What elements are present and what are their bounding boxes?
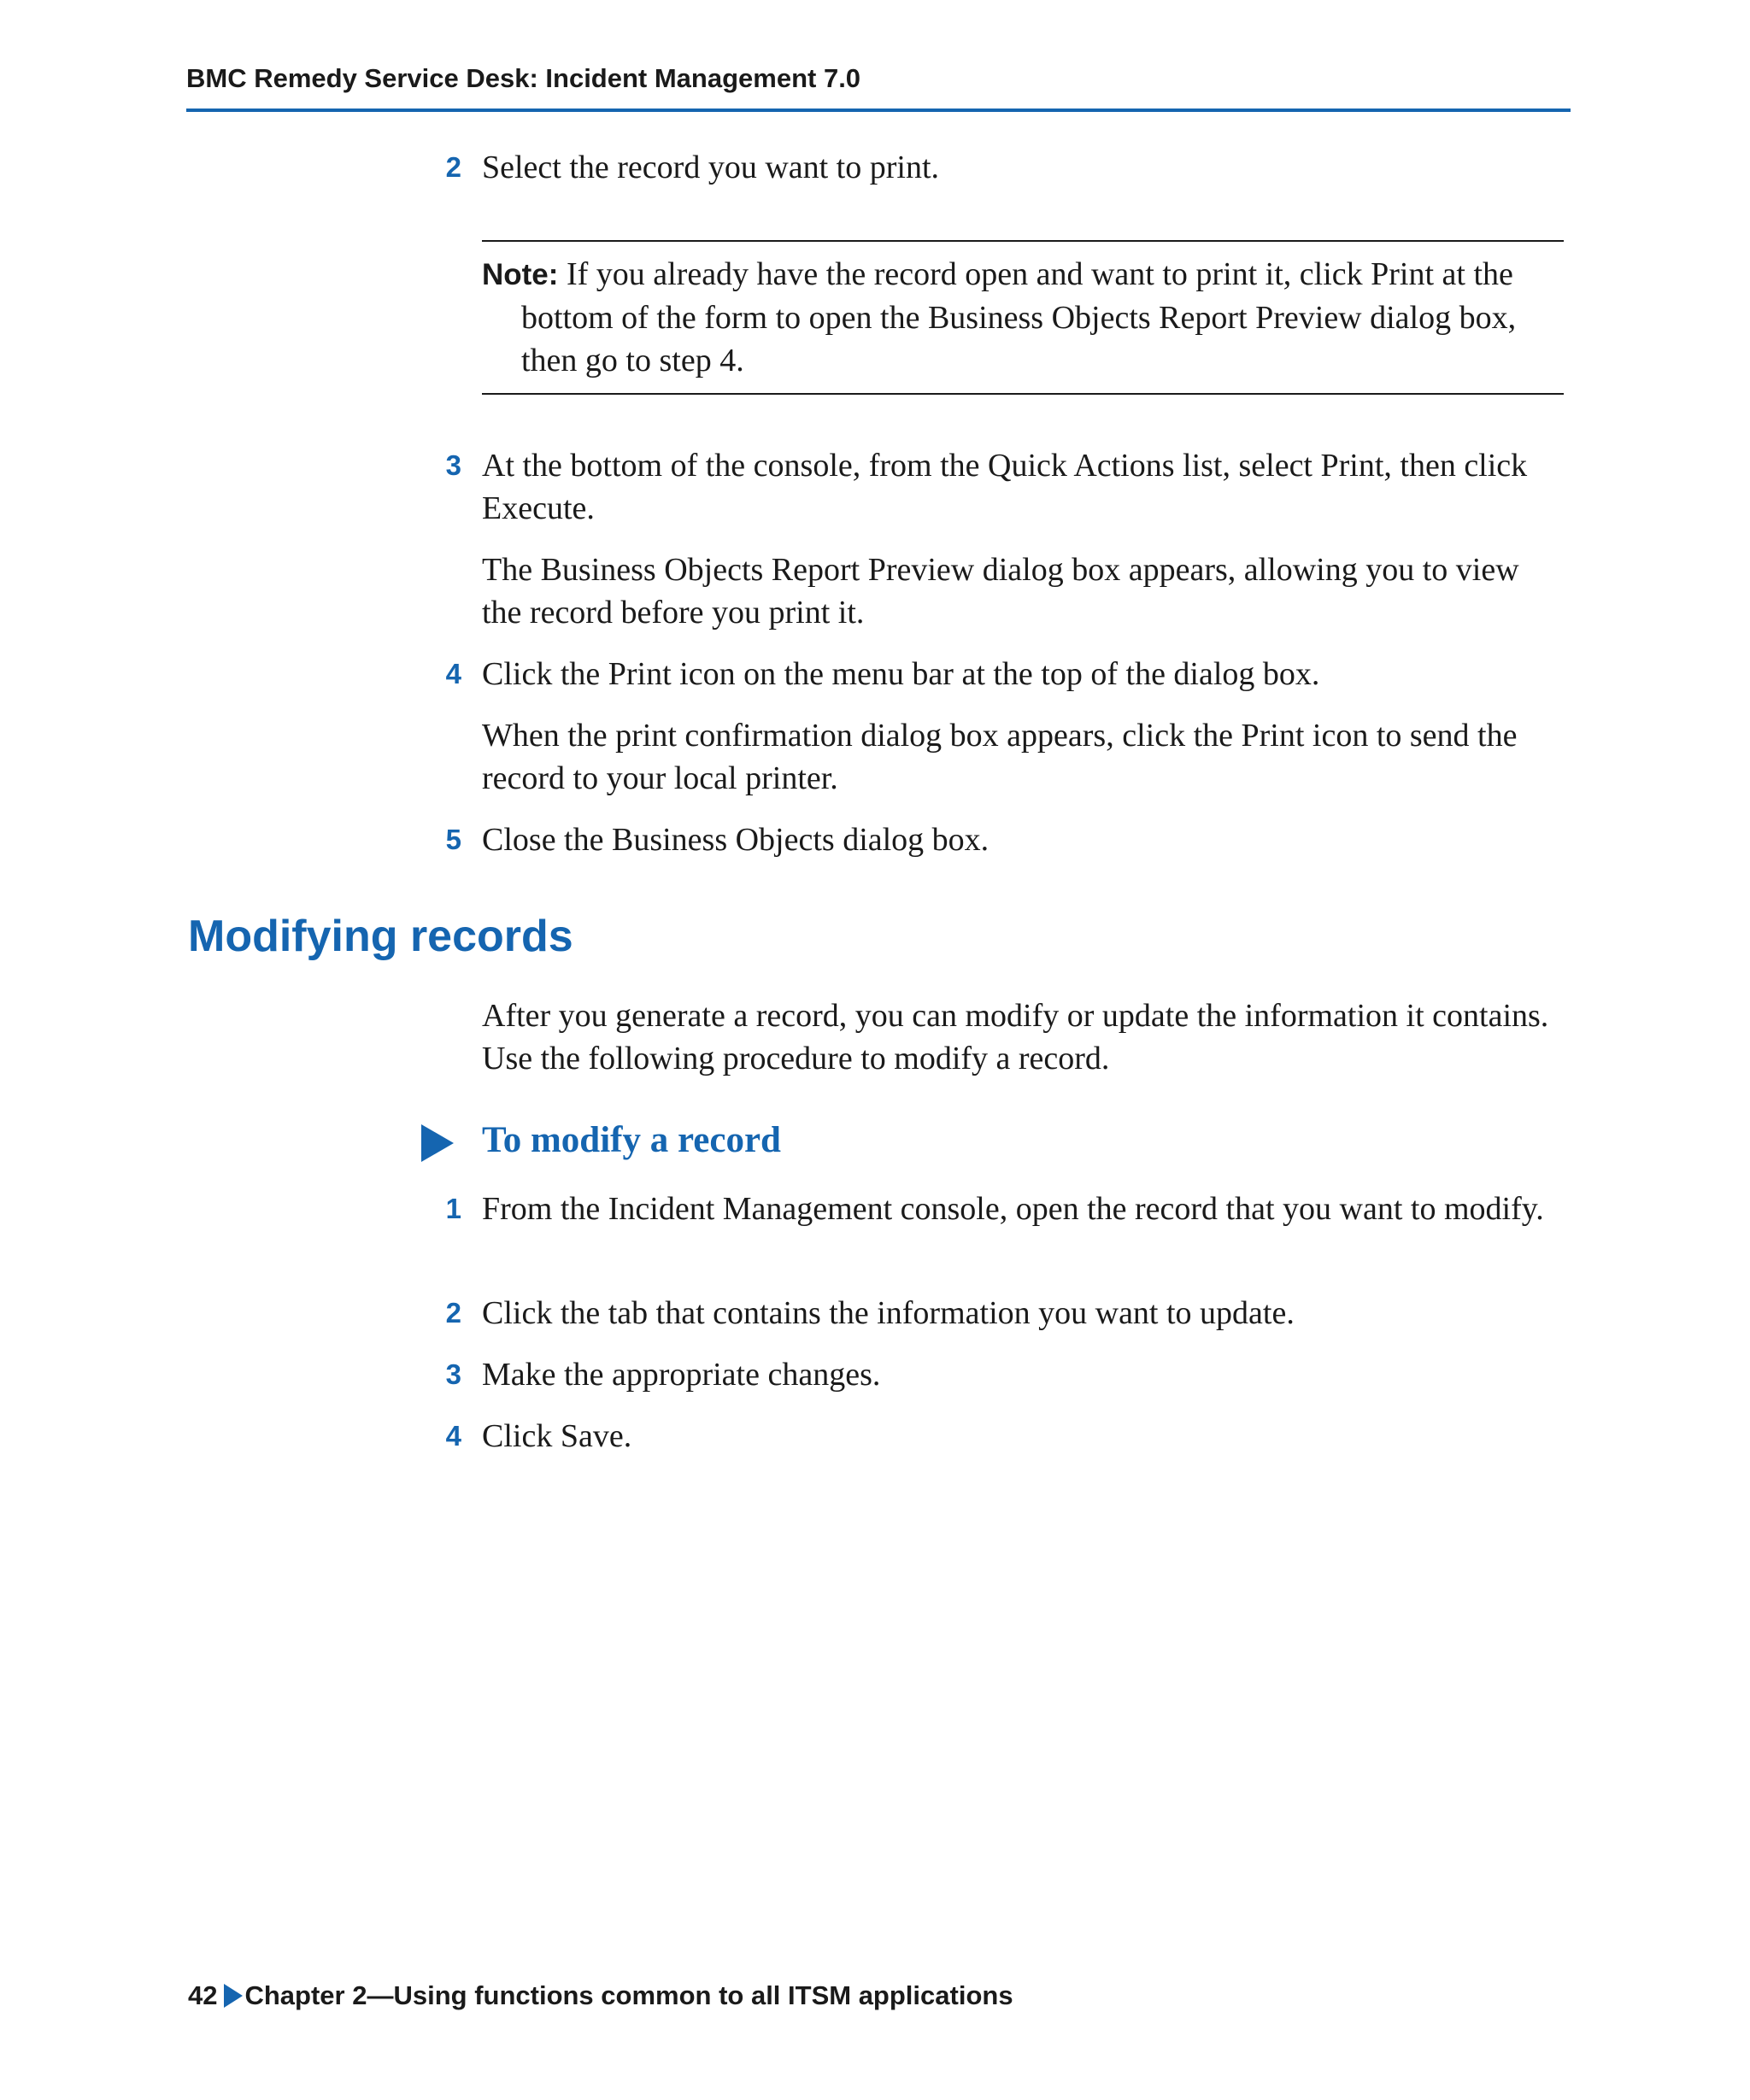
section-heading: Modifying records xyxy=(188,912,573,961)
step-number: 3 xyxy=(445,449,461,481)
step-text: Make the appropriate changes. xyxy=(482,1357,881,1393)
running-header: BMC Remedy Service Desk: Incident Management 7.0 xyxy=(186,63,861,93)
step-number: 4 xyxy=(445,658,461,689)
step-text: Click the tab that contains the information you want to update. xyxy=(482,1295,1295,1331)
chapter-arrow-icon xyxy=(224,1984,243,2008)
step-text: Click the Print icon on the menu bar at the top of the dialog box. xyxy=(482,656,1320,692)
step-text: Select the record you want to print. xyxy=(482,150,940,185)
note-bottom-rule xyxy=(482,393,1564,395)
page-number: 42 xyxy=(188,1980,218,2010)
step-number: 1 xyxy=(445,1193,461,1224)
step-result-paragraph: When the print confirmation dialog box appears, click the Print icon to send the record to your local printer. xyxy=(482,718,1518,796)
step-text: At the bottom of the console, from the Quick Actions list, select Print, then click Execute. xyxy=(482,448,1528,526)
step-number: 4 xyxy=(445,1420,461,1452)
section-intro: After you generate a record, you can modify or update the information it contains. Use the following procedure to modify a record. xyxy=(482,998,1549,1076)
step-number: 2 xyxy=(445,151,461,183)
chapter-title: Chapter 2—Using functions common to all ITSM applications xyxy=(244,1980,1013,2010)
step-text: Close the Business Objects dialog box. xyxy=(482,822,990,858)
procedure-heading: To modify a record xyxy=(482,1120,781,1160)
step-number: 2 xyxy=(445,1297,461,1329)
note-top-rule xyxy=(482,240,1564,242)
step-number: 3 xyxy=(445,1358,461,1390)
step-text: Click Save. xyxy=(482,1418,632,1454)
note-label: Note: xyxy=(482,258,559,291)
header-rule xyxy=(186,109,1571,112)
step-text: From the Incident Management console, open the record that you want to modify. xyxy=(482,1191,1544,1227)
procedure-arrow-icon xyxy=(421,1124,454,1162)
note-block xyxy=(482,253,1564,382)
note-text: If you already have the record open and want to print it, click Print at the bottom of the form to open the Business Objects Report Preview dialog box, then go to step 4. xyxy=(521,256,1517,378)
step-number: 5 xyxy=(445,824,461,855)
page-footer xyxy=(188,1980,1013,2011)
step-result-paragraph: The Business Objects Report Preview dialog box appears, allowing you to view the record before you print it. xyxy=(482,552,1519,631)
